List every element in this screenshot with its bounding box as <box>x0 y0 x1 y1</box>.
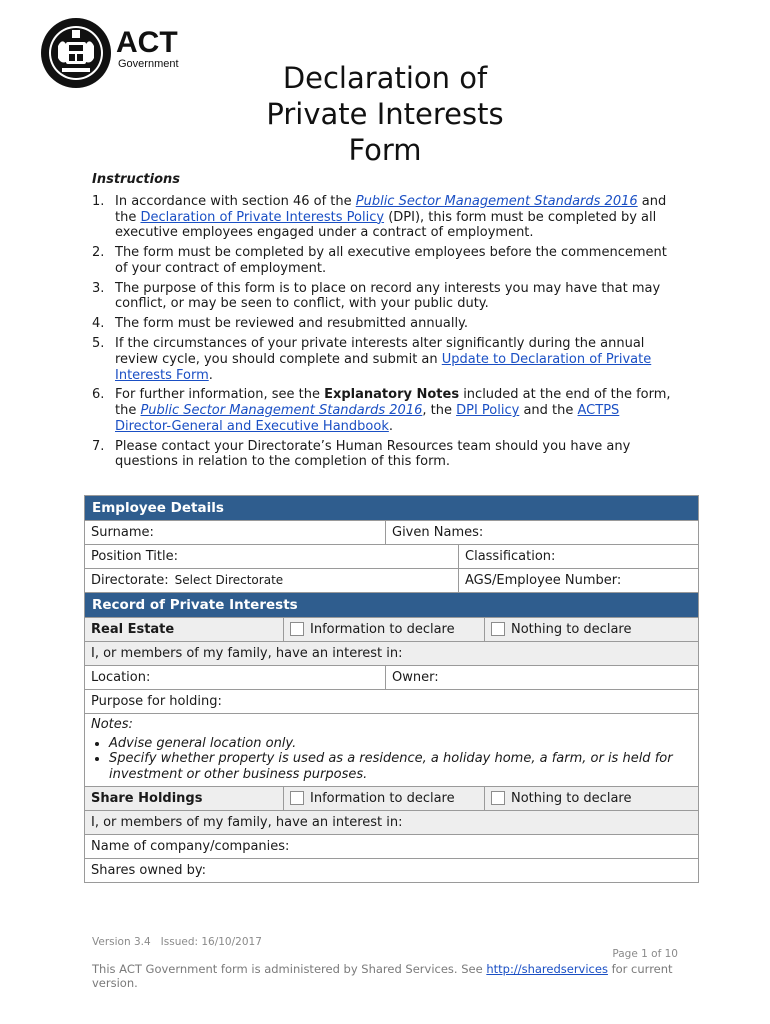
instructions-list <box>92 194 672 474</box>
directorate-label: Directorate: <box>91 573 169 588</box>
directorate-row <box>85 569 698 593</box>
text: The form must be completed by all executive employees before the commencement of your contract of employment. <box>115 245 667 276</box>
shares-interest-row <box>85 811 698 835</box>
footer-version: Version 3.4 Issued: 16/10/2017 <box>92 936 262 948</box>
text: If the circumstances of your private interests alter significantly during the annual review cycle, you should complete and submit an <box>115 336 645 367</box>
shared-services-link[interactable]: http://sharedservices <box>486 962 608 976</box>
item-number: 5. <box>92 336 105 352</box>
explanatory-notes-text: Explanatory Notes <box>324 387 460 403</box>
checkbox-label: Nothing to declare <box>511 622 632 637</box>
share-holdings-label: Share Holdings <box>91 791 203 807</box>
shares-owned-by-field[interactable]: Shares owned by: <box>91 863 207 879</box>
real-estate-info-option[interactable] <box>283 618 484 641</box>
shares-info-checkbox[interactable] <box>290 791 304 805</box>
checkbox-label: Nothing to declare <box>511 791 632 807</box>
real-estate-nothing-checkbox[interactable] <box>491 622 505 636</box>
shares-nothing-checkbox[interactable] <box>491 791 505 805</box>
real-estate-notes <box>85 714 698 787</box>
real-estate-row <box>85 618 698 642</box>
instructions-heading: Instructions <box>92 172 181 187</box>
purpose-row <box>85 690 698 714</box>
logo-subtext: Government <box>118 58 179 70</box>
declaration-form <box>84 495 699 883</box>
text: For further information, see the <box>115 387 325 403</box>
title-line-1: Declaration of <box>282 61 488 95</box>
shares-owned-row <box>85 859 698 882</box>
psms-2016-link[interactable]: Public Sector Management Standards 2016 <box>355 194 638 209</box>
psms-2016-link-2[interactable]: Public Sector Management Standards 2016 <box>140 403 423 419</box>
checkbox-label: Information to declare <box>310 791 455 807</box>
item-number: 2. <box>92 245 105 261</box>
text: . <box>208 367 213 383</box>
purpose-field[interactable]: Purpose for holding: <box>91 694 222 709</box>
text: and the <box>519 403 578 419</box>
text: In accordance with section 46 of the <box>115 194 356 209</box>
logo-text: ACT <box>116 26 178 59</box>
instruction-item-4 <box>92 316 672 332</box>
surname-field[interactable]: Surname: <box>91 525 154 540</box>
real-estate-interest-row <box>85 642 698 666</box>
instruction-item-2 <box>92 245 672 276</box>
instruction-item-5 <box>92 336 672 383</box>
instruction-item-1 <box>92 194 672 241</box>
page-number: Page 1 of 10 <box>612 948 678 960</box>
directorate-field <box>85 569 458 592</box>
employee-details-heading: Employee Details <box>85 496 698 521</box>
text: , the <box>422 403 457 419</box>
real-estate-label: Real Estate <box>91 622 175 637</box>
dpi-policy-short-link[interactable]: DPI Policy <box>456 403 520 419</box>
real-estate-nothing-option[interactable] <box>484 618 698 641</box>
checkbox-label: Information to declare <box>310 622 455 637</box>
note-item: • Specify whether property is used as a residence, a holiday home, a farm, or is held for investment or other business purposes. <box>109 751 692 782</box>
classification-field[interactable]: Classification: <box>458 545 698 568</box>
item-number: 1. <box>92 194 105 209</box>
text: (DPI), this form must be completed by all executive employees engaged under a contract of employment. <box>115 209 657 241</box>
owner-field[interactable]: Owner: <box>385 666 698 689</box>
instruction-item-3 <box>92 281 672 312</box>
dpi-policy-link[interactable]: Declaration of Private Interests Policy <box>140 209 385 225</box>
position-row <box>85 545 698 569</box>
location-row <box>85 666 698 690</box>
instruction-item-6 <box>92 387 672 434</box>
surname-row <box>85 521 698 545</box>
actps-handbook-link[interactable]: ACTPS Director-General and Executive Handbook <box>115 403 620 434</box>
share-holdings-row <box>85 787 698 811</box>
position-title-field[interactable]: Position Title: <box>91 549 178 564</box>
shares-interest-text: I, or members of my family, have an interest in: <box>91 815 403 831</box>
text: included at the end of the form, the <box>115 387 671 419</box>
text: for current version. <box>92 962 673 990</box>
note-item: • Advise general location only. <box>109 736 692 752</box>
act-government-logo <box>36 16 196 88</box>
real-estate-interest-text: I, or members of my family, have an interest in: <box>91 646 403 661</box>
directorate-select[interactable]: Select Directorate <box>174 573 284 587</box>
text: . <box>388 418 393 434</box>
item-number: 7. <box>92 438 105 454</box>
title-line-2: Private Interests <box>266 97 504 131</box>
page-title <box>200 60 570 168</box>
given-names-field[interactable]: Given Names: <box>385 521 698 544</box>
instruction-item-7 <box>92 439 672 470</box>
record-private-interests-heading: Record of Private Interests <box>85 593 698 618</box>
real-estate-info-checkbox[interactable] <box>290 622 304 636</box>
text: The purpose of this form is to place on record any interests you may have that may conflict, or may be seen to conflict, with your public duty. <box>115 280 661 312</box>
notes-list <box>91 736 692 783</box>
item-number: 6. <box>92 387 105 403</box>
ags-number-field[interactable]: AGS/Employee Number: <box>458 569 698 592</box>
title-line-3: Form <box>348 133 422 167</box>
text: and the <box>115 194 667 225</box>
update-dpi-form-link[interactable]: Update to Declaration of Private Interests Form <box>115 351 652 383</box>
notes-label: Notes: <box>91 717 133 732</box>
location-field[interactable]: Location: <box>91 670 151 685</box>
item-number: 3. <box>92 280 105 296</box>
item-number: 4. <box>92 316 105 332</box>
text: This ACT Government form is administered by Shared Services. See <box>92 962 487 976</box>
footer-note <box>92 962 692 990</box>
company-name-field[interactable]: Name of company/companies: <box>91 839 290 855</box>
shares-nothing-option[interactable] <box>484 787 698 810</box>
text: Please contact your Directorate’s Human Resources team should you have any questions in relation to the completion of this form. <box>115 438 631 470</box>
shares-info-option[interactable] <box>283 787 484 810</box>
text: The form must be reviewed and resubmitted annually. <box>115 316 469 332</box>
company-row <box>85 835 698 859</box>
